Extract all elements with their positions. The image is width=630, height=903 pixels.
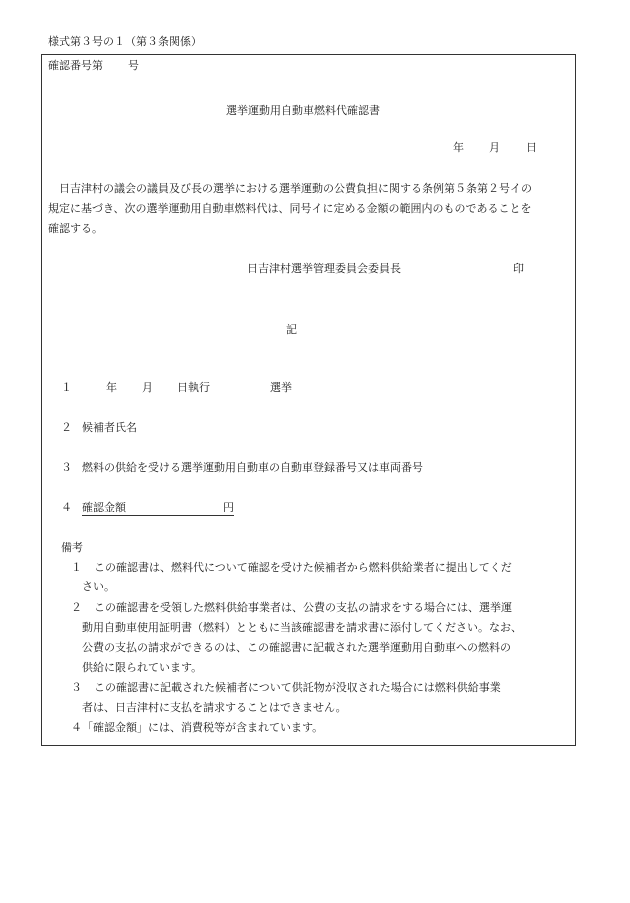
vehicle-registration-label: 燃料の供給を受ける選挙運動用自動車の自動車登録番号又は車両番号 [82,461,423,474]
body-line-1: 日吉津村の議会の議員及び長の選挙における選挙運動の公費負担に関する条例第５条第２号イの [59,182,532,195]
note-1-line-1: この確認書は、燃料代について確認を受けた候補者から燃料供給業者に提出してくだ [94,561,512,574]
note-2-line-3: 公費の支払の請求ができるのは、この確認書に記載された選挙運動用自動車への燃料の [82,641,511,654]
note-3-number: ３ [71,681,82,694]
seal-mark: 印 [513,262,524,275]
item-1-day-exec: 日執行 [177,381,210,394]
note-3-line-1: この確認書に記載された候補者について供託物が没収された場合には燃料供給事業 [94,681,501,694]
form-number-label: 様式第３号の１（第３条関係） [48,35,202,48]
item-3-number: ３ [61,461,72,474]
item-1-number: １ [61,381,72,394]
note-4-number: ４ [71,721,82,734]
notes-heading: 備考 [61,541,83,554]
confirmation-number-suffix: 号 [128,59,139,72]
note-2-line-2: 動用自動車使用証明書（燃料）とともに当該確認書を請求書に添付してください。なお、 [82,621,522,634]
item-1-year: 年 [106,381,117,394]
note-1-number: １ [71,561,82,574]
note-1-line-2: さい。 [82,580,115,593]
date-day: 日 [526,141,537,154]
candidate-name-label: 候補者氏名 [82,421,137,434]
note-2-line-4: 供給に限られています。 [82,661,203,674]
date-month: 月 [489,141,500,154]
body-line-2: 規定に基づき、次の選挙運動用自動車燃料代は、同号イに定める金額の範囲内のものであることを [48,202,532,215]
item-1-month: 月 [142,381,153,394]
note-2-line-1: この確認書を受領した燃料供給事業者は、公費の支払の請求をする場合には、選挙運 [94,601,512,614]
note-2-number: ２ [71,601,82,614]
body-line-3: 確認する。 [48,222,103,235]
ki-heading: 記 [286,323,297,336]
item-4-number: ４ [61,501,72,514]
confirmed-amount-field [82,500,234,516]
confirmed-amount-label: 確認金額 [82,501,126,514]
item-2-number: ２ [61,421,72,434]
signer-title: 日吉津村選挙管理委員会委員長 [247,262,401,275]
confirmation-number-prefix: 確認番号第 [48,59,103,72]
date-year: 年 [453,141,464,154]
note-3-line-2: 者は、日吉津村に支払を請求することはできません。 [82,701,347,714]
document-title: 選挙運動用自動車燃料代確認書 [226,104,380,117]
item-1-election: 選挙 [270,381,292,394]
note-4-line-1: 「確認金額」には、消費税等が含まれています。 [82,721,324,734]
amount-unit: 円 [223,501,234,514]
